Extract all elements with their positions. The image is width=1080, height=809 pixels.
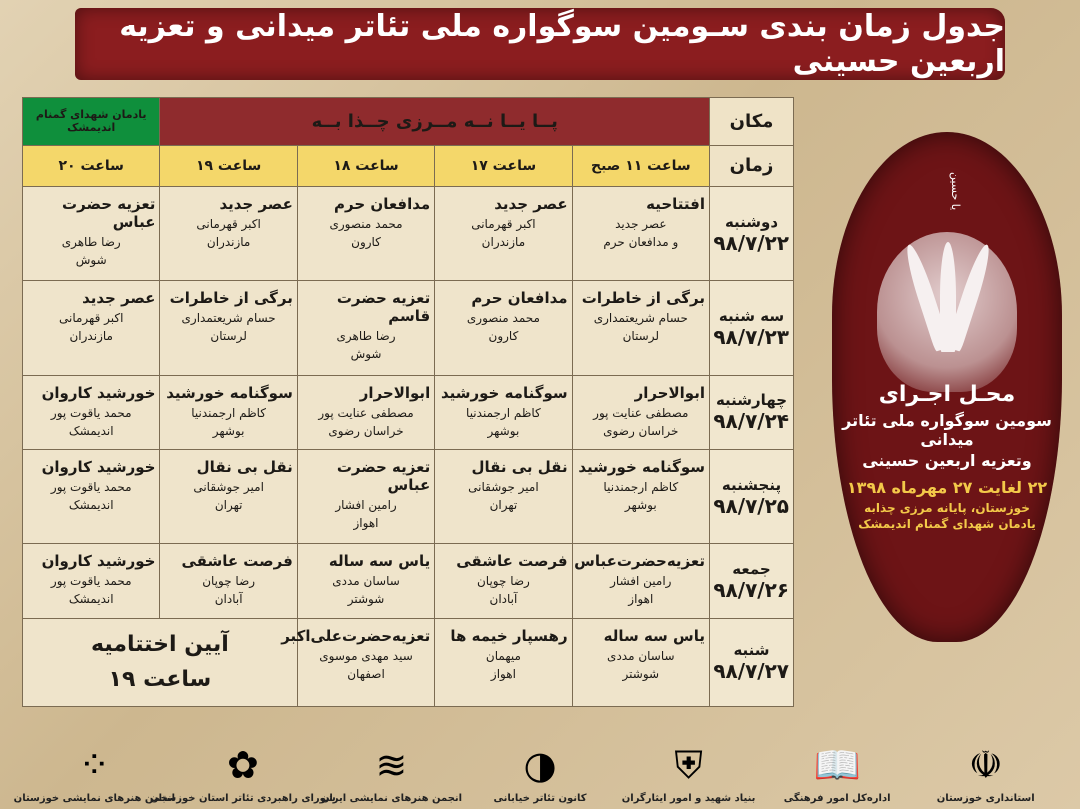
performance-cell xyxy=(572,544,709,618)
festival-name-2: وتعزیه اربعین حسینی xyxy=(862,451,1032,470)
performance-cell xyxy=(572,618,709,706)
performance-detail: حسام شریعتمداری xyxy=(181,311,276,326)
performance-detail: محمد یاقوت پور xyxy=(50,405,132,420)
performance-detail: میهمان xyxy=(485,648,521,663)
performance-title: افتتاحیه xyxy=(646,194,705,213)
location-label: مکان xyxy=(710,98,794,146)
closing-ceremony xyxy=(23,618,298,706)
performance-detail: سید مهدی موسوی xyxy=(319,648,413,663)
performance-title: یاس سه ساله xyxy=(603,626,705,645)
performance-detail: و مدافعان حرم xyxy=(603,234,679,249)
closing-line: ساعت ۱۹ xyxy=(108,667,212,693)
day-name: چهارشنبه xyxy=(715,391,788,410)
sponsor-name: بنیاد شهید و امور ایثارگران xyxy=(621,793,756,804)
performance-detail: اهواز xyxy=(490,666,516,681)
performance-detail: شوشتر xyxy=(622,666,660,681)
performance-title: سوگنامه خورشید xyxy=(578,458,705,477)
time-slot: ساعت ۲۰ xyxy=(23,145,160,186)
performance-detail: مصطفی عنایت پور xyxy=(318,405,414,420)
sponsor-name: اداره‌کل امور فرهنگی xyxy=(783,793,891,804)
shield-icon: ⛨ xyxy=(674,742,703,787)
day-date: ۹۸/۷/۲۳ xyxy=(713,324,789,349)
performance-title: سوگنامه خورشید xyxy=(440,383,568,402)
performance-cell xyxy=(160,281,297,375)
location-other: یادمان شهدای گمنام اندیمشک xyxy=(23,98,160,146)
performance-detail: مازندران xyxy=(206,234,251,249)
performance-cell xyxy=(23,544,160,618)
performance-detail: شوشتر xyxy=(347,592,385,607)
performance-title: فرصت عاشقی xyxy=(456,552,568,571)
table-row xyxy=(23,544,794,618)
performance-detail: خراسان رضوی xyxy=(603,423,679,438)
venue-heading: محـل اجـرای xyxy=(878,382,1016,407)
day-cell xyxy=(710,544,794,618)
performance-detail: تهران xyxy=(214,498,243,513)
sponsor-name: انجمن هنرهای نمایشی ایران xyxy=(320,793,463,804)
performance-cell xyxy=(435,450,572,544)
performance-detail: کارون xyxy=(488,329,519,344)
performance-detail: اندیمشک xyxy=(68,423,114,438)
sponsor-logo xyxy=(150,739,336,804)
performance-title: تعزیه حضرت عباس xyxy=(62,194,156,231)
day-cell xyxy=(710,618,794,706)
festival-dates: ۲۲ لغایت ۲۷ مهرماه ۱۳۹۸ xyxy=(846,478,1048,497)
performance-detail: تهران xyxy=(489,498,518,513)
performance-title: برگی از خاطرات xyxy=(169,289,293,308)
dots-logo-icon: ⁘ xyxy=(78,743,111,787)
performance-title: ابوالاحرار xyxy=(359,383,431,402)
performance-detail: آبادان xyxy=(489,592,518,607)
performance-detail: لرستان xyxy=(622,329,660,344)
table-row xyxy=(23,281,794,375)
venue-text xyxy=(832,382,1062,531)
performance-title: ابوالاحرار xyxy=(634,383,705,402)
day-name: دوشنبه xyxy=(724,212,779,231)
sponsor-name: شورای راهبردی تئاتر استان خوزستان xyxy=(150,793,336,804)
performance-detail: اندیمشک xyxy=(68,592,114,607)
schedule-table xyxy=(22,97,794,707)
performance-cell xyxy=(435,618,572,706)
performance-title: عصر جدید xyxy=(82,289,156,308)
time-slot: ساعت ۱۷ xyxy=(435,145,572,186)
performance-title: خورشید کاروان xyxy=(41,383,156,402)
performance-detail: مازندران xyxy=(69,329,113,344)
table-row xyxy=(23,186,794,280)
performance-cell xyxy=(435,281,572,375)
venue-panel xyxy=(832,132,1062,642)
performance-cell xyxy=(297,544,434,618)
table-row xyxy=(23,618,794,706)
performance-cell xyxy=(23,186,160,280)
performance-title: خورشید کاروان xyxy=(41,552,156,571)
day-name: پنجشنبه xyxy=(721,475,782,494)
sponsor-name: استانداری خوزستان xyxy=(936,793,1035,804)
performance-cell xyxy=(435,375,572,449)
performance-cell xyxy=(160,186,297,280)
sponsor-logo xyxy=(777,739,897,804)
performance-detail: محمد یاقوت پور xyxy=(50,574,132,589)
performance-detail: رامین افشار xyxy=(610,574,672,589)
performance-cell xyxy=(297,281,434,375)
performance-title: مدافعان حرم xyxy=(334,194,431,213)
performance-title: عصر جدید xyxy=(219,194,293,213)
performance-detail: خراسان رضوی xyxy=(328,423,404,438)
sponsor-name: کانون تئاتر خیابانی xyxy=(493,793,587,804)
performance-detail: رامین افشار xyxy=(335,498,397,513)
performance-detail: کارون xyxy=(351,234,381,249)
performance-detail: رضا چوپان xyxy=(476,574,530,589)
performance-detail: اکبر قهرمانی xyxy=(59,311,124,326)
book-icon: 📖 xyxy=(813,742,861,787)
day-cell xyxy=(710,281,794,375)
performance-title: یاس سه ساله xyxy=(328,552,431,571)
day-date: ۹۸/۷/۲۶ xyxy=(713,578,789,603)
performance-detail: بوشهر xyxy=(212,423,245,438)
sponsor-logos xyxy=(13,712,1060,804)
performance-cell xyxy=(297,186,434,280)
performance-detail: محمد منصوری xyxy=(329,216,403,231)
location-header-row xyxy=(23,98,794,146)
performance-title: مدافعان حرم xyxy=(471,289,568,308)
performance-title: نقل بی نقال xyxy=(196,458,293,477)
performance-detail: کاظم ارجمندنیا xyxy=(466,405,541,420)
performance-detail: اهواز xyxy=(628,592,654,607)
performance-cell xyxy=(572,281,709,375)
sponsor-logo xyxy=(13,739,175,804)
time-header-row xyxy=(23,145,794,186)
sponsor-logo xyxy=(480,739,600,804)
performance-detail: اهواز xyxy=(353,516,379,531)
performance-cell xyxy=(160,450,297,544)
performance-cell xyxy=(572,450,709,544)
performance-title: فرصت عاشقی xyxy=(181,552,293,571)
performance-detail: اکبر قهرمانی xyxy=(471,216,536,231)
performance-cell xyxy=(297,450,434,544)
performance-title: تعزیه حضرت عباس xyxy=(336,458,431,495)
table-row xyxy=(23,375,794,449)
day-name: جمعه xyxy=(732,560,771,579)
time-label: زمان xyxy=(710,145,794,186)
title-banner xyxy=(75,8,1005,80)
performance-detail: اصفهان xyxy=(347,666,385,681)
circle-logo-icon: ◑ xyxy=(523,743,557,787)
location-main: پــا یــا نــه مــرزی چــذا بــه xyxy=(160,98,710,146)
performance-detail: اندیمشک xyxy=(68,498,114,513)
performance-title: تعزیه‌حضرت‌علی‌اکبر xyxy=(281,626,431,645)
performance-cell xyxy=(297,375,434,449)
performance-cell xyxy=(23,375,160,449)
performance-detail: بوشهر xyxy=(624,498,657,513)
calligraphy-logo-icon: ✿ xyxy=(226,743,259,787)
performance-detail: اکبر قهرمانی xyxy=(196,216,261,231)
performance-detail: شوش xyxy=(350,347,382,362)
festival-name: سومین سوگواره ملی تئاتر میدانی xyxy=(842,411,1052,449)
venue-location-1: خوزستان، پایانه مرزی چذابه xyxy=(864,501,1030,515)
sponsor-logo xyxy=(621,739,756,804)
performance-cell xyxy=(160,544,297,618)
performance-detail: رضا چوپان xyxy=(202,574,256,589)
wave-logo-icon: ≋ xyxy=(375,743,408,787)
day-cell xyxy=(710,186,794,280)
performance-detail: محمد منصوری xyxy=(466,311,540,326)
performance-cell xyxy=(572,375,709,449)
performance-title: تعزیه حضرت قاسم xyxy=(336,289,431,326)
performance-cell xyxy=(23,450,160,544)
performance-title: سوگنامه خورشید xyxy=(166,383,293,402)
day-date: ۹۸/۷/۲۵ xyxy=(713,493,789,518)
performance-detail: کاظم ارجمندنیا xyxy=(191,405,266,420)
sponsor-name: انجمن هنرهای نمایشی خوزستان xyxy=(13,793,175,804)
calligraphy-caption: یا حسین xyxy=(949,172,962,211)
emblem-icon: ☫ xyxy=(968,743,1003,787)
day-cell xyxy=(710,375,794,449)
day-name: شنبه xyxy=(733,641,770,660)
page-title: جدول زمان بندی سـومین سوگواره ملی تئاتر میدانی و تعزیه اربعین حسینی xyxy=(119,9,1005,79)
time-slot: ساعت ۱۹ xyxy=(160,145,297,186)
performance-cell xyxy=(160,375,297,449)
performance-cell xyxy=(23,281,160,375)
performance-detail: کاظم ارجمندنیا xyxy=(603,480,679,495)
time-slot: ساعت ۱۱ صبح xyxy=(572,145,709,186)
performance-detail: ساسان مددی xyxy=(607,648,675,663)
performance-detail: حسام شریعتمداری xyxy=(593,311,688,326)
performance-detail: ساسان مددی xyxy=(332,574,400,589)
performance-cell xyxy=(572,186,709,280)
time-slot: ساعت ۱۸ xyxy=(297,145,434,186)
day-date: ۹۸/۷/۲۷ xyxy=(713,659,789,684)
sponsor-logo xyxy=(926,739,1046,804)
performance-cell xyxy=(435,186,572,280)
performance-detail: آبادان xyxy=(214,592,243,607)
performance-detail: رضا طاهری xyxy=(61,234,121,249)
performance-cell xyxy=(281,618,434,706)
performance-detail: بوشهر xyxy=(487,423,520,438)
venue-location-2: یادمان شهدای گمنام اندیمشک xyxy=(858,517,1036,531)
performance-detail: عصر جدید xyxy=(615,216,667,231)
day-date: ۹۸/۷/۲۲ xyxy=(713,230,789,255)
performance-title: خورشید کاروان xyxy=(41,458,156,477)
performance-detail: شوش xyxy=(75,252,107,267)
performance-title: برگی از خاطرات xyxy=(581,289,705,308)
performance-cell xyxy=(435,544,572,618)
day-name: سه شنبه xyxy=(718,306,785,325)
performance-detail: مصطفی عنایت پور xyxy=(593,405,689,420)
performance-detail: محمد یاقوت پور xyxy=(50,480,132,495)
sponsor-logo xyxy=(320,739,463,804)
performance-detail: امیر جوشقانی xyxy=(468,480,539,495)
performance-title: نقل بی نقال xyxy=(471,458,568,477)
performance-title: تعزیه‌حضرت‌عباس xyxy=(574,552,705,571)
performance-detail: لرستان xyxy=(210,329,247,344)
performance-detail: مازندران xyxy=(481,234,526,249)
table-row xyxy=(23,450,794,544)
performance-title: عصر جدید xyxy=(494,194,568,213)
performance-title: رهسپار خیمه ها xyxy=(450,626,568,645)
day-cell xyxy=(710,450,794,544)
day-date: ۹۸/۷/۲۴ xyxy=(713,409,789,434)
performance-detail: امیر جوشقانی xyxy=(193,480,264,495)
performance-detail: رضا طاهری xyxy=(336,329,396,344)
closing-line: آیین اختتامیه xyxy=(91,632,229,658)
